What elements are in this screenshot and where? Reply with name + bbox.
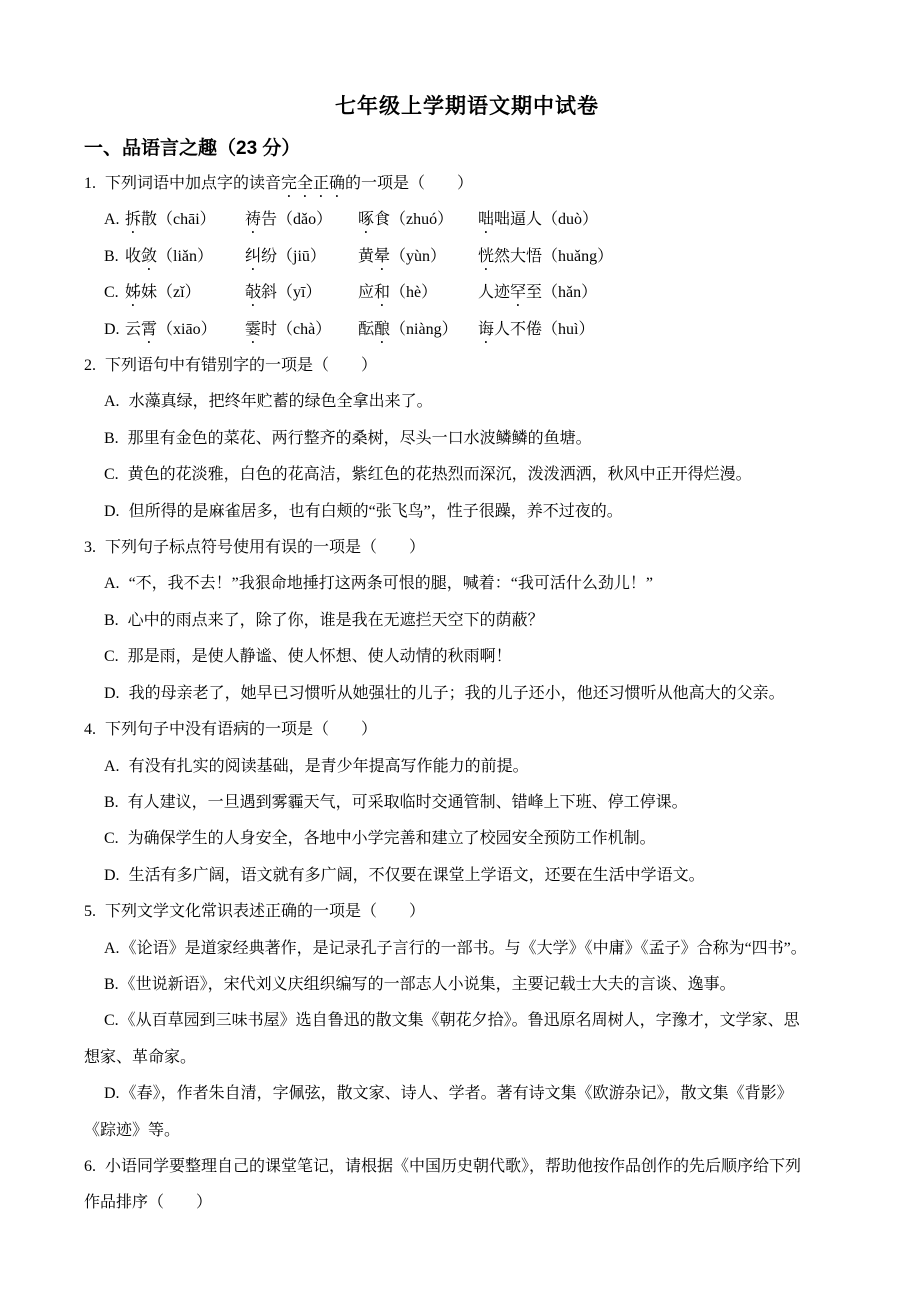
option-word: 祷告（dǎo） — [245, 211, 333, 229]
option-label: C. — [104, 284, 119, 302]
option-text: 《从百草园到三味书屋》选自鲁迅的散文集《朝花夕拾》。鲁迅原名周树人，字豫才，文学家、思 — [119, 1012, 800, 1030]
question-3 — [84, 530, 850, 712]
option-text: 心中的雨点来了，除了你，谁是我在无遮拦天空下的荫蔽？ — [127, 611, 544, 629]
option-word: 收敛（liǎn） — [125, 247, 214, 265]
question-4-option-b — [84, 785, 850, 821]
option-label: B. — [104, 793, 119, 811]
question-2-option-b — [84, 421, 850, 457]
option-label: B. — [104, 429, 119, 447]
question-3-option-b — [84, 603, 850, 639]
question-4-option-c — [84, 821, 850, 857]
question-6-number: 6. — [84, 1157, 96, 1175]
option-word: 拆散（chāi） — [125, 211, 216, 229]
option-word: 云霄（xiāo） — [125, 320, 217, 338]
option-label: A. — [104, 939, 120, 957]
option-word: 啄食（zhuó） — [358, 211, 454, 229]
option-word: 酝酿（niàng） — [358, 320, 458, 338]
option-text: 那里有金色的菜花、两行整齐的桑树，尽头一口水波鳞鳞的鱼塘。 — [127, 429, 592, 447]
option-word: 黄晕（yùn） — [358, 247, 447, 265]
option-word: 姊妹（zǐ） — [125, 284, 201, 302]
question-6 — [84, 1149, 850, 1222]
page-title: 七年级上学期语文期中试卷 — [335, 95, 599, 118]
option-label: A. — [104, 393, 120, 411]
question-1-option-b — [104, 239, 850, 275]
question-3-option-c — [84, 639, 850, 675]
option-label: B. — [104, 975, 119, 993]
option-label: D. — [104, 502, 120, 520]
option-word: 诲人不倦（huì） — [478, 320, 595, 338]
question-5 — [84, 894, 850, 1149]
option-label: C. — [104, 830, 119, 848]
option-label: C. — [104, 648, 119, 666]
question-6-stem-text: 小语同学要整理自己的课堂笔记，请根据《中国历史朝代歌》，帮助他按作品创作的先后顺序给下列 — [105, 1157, 802, 1175]
option-word: 霎时（chà） — [245, 320, 332, 338]
option-text: 黄色的花淡雅，白色的花高洁，紫红色的花热烈而深沉，泼泼洒洒，秋风中正开得烂漫。 — [127, 466, 752, 484]
question-1-stem-text: 下列词语中加点字的读音完全正确的一项是（ ） — [105, 175, 474, 192]
question-1-option-c — [104, 275, 850, 311]
question-2-option-a — [84, 384, 850, 420]
option-text: 有没有扎实的阅读基础，是青少年提高写作能力的前提。 — [128, 757, 529, 775]
option-label: C. — [104, 1012, 119, 1030]
question-1-number: 1. — [84, 175, 96, 192]
question-6-stem — [84, 1149, 850, 1185]
question-3-stem-text: 下列句子标点符号使用有误的一项是（ ） — [105, 539, 426, 557]
question-5-option-d-continued: 《踪迹》等。 — [84, 1121, 181, 1139]
question-3-number: 3. — [84, 539, 96, 557]
question-5-number: 5. — [84, 903, 96, 921]
section-heading: 一、品语言之趣（23 分） — [84, 138, 301, 159]
option-label: D. — [104, 1085, 120, 1103]
option-text: 生活有多广阔，语文就有多广阔，不仅要在课堂上学语文，还要在生活中学语文。 — [128, 866, 705, 884]
question-5-stem-text: 下列文学文化常识表述正确的一项是（ ） — [105, 903, 426, 921]
question-3-stem — [84, 530, 850, 566]
question-2-stem-text: 下列语句中有错别字的一项是（ ） — [105, 357, 378, 375]
option-text: “不，我不去！”我狠命地捶打这两条可恨的腿，喊着：“我可活什么劲儿！” — [128, 575, 653, 593]
question-1 — [84, 166, 850, 348]
option-text: 《世说新语》，宋代刘义庆组织编写的一部志人小说集，主要记载士大夫的言谈、逸事。 — [119, 975, 736, 993]
question-6-stem-continued: 作品排序（ ） — [84, 1194, 213, 1212]
option-word: 敧斜（yī） — [245, 284, 322, 302]
question-2 — [84, 348, 850, 530]
option-text: 那是雨，是使人静谧、使人怀想、使人动情的秋雨啊！ — [127, 648, 512, 666]
question-1-option-a — [104, 202, 850, 238]
option-text: 《论语》是道家经典著作，是记录孔子言行的一部书。与《大学》《中庸》《孟子》合称为“四书”。 — [120, 939, 807, 957]
option-label: A. — [104, 211, 120, 229]
question-5-option-b — [84, 967, 850, 1003]
option-label: A. — [104, 757, 120, 775]
option-word: 咄咄逼人（duò） — [478, 211, 599, 229]
option-label: D. — [104, 684, 120, 702]
question-5-option-c — [84, 1003, 850, 1039]
option-text: 水藻真绿，把终年贮蓄的绿色全拿出来了。 — [128, 393, 433, 411]
option-text: 为确保学生的人身安全，各地中小学完善和建立了校园安全预防工作机制。 — [127, 830, 656, 848]
question-3-option-d — [84, 676, 850, 712]
option-word: 人迹罕至（hǎn） — [478, 284, 598, 302]
option-label: D. — [104, 866, 120, 884]
question-4-option-a — [84, 749, 850, 785]
option-label: C. — [104, 466, 119, 484]
question-5-stem — [84, 894, 850, 930]
question-1-option-d — [104, 312, 850, 348]
option-label: B. — [104, 611, 119, 629]
question-4-option-d — [84, 858, 850, 894]
option-word: 恍然大悟（huǎng） — [478, 247, 614, 265]
question-4-stem-text: 下列句子中没有语病的一项是（ ） — [105, 721, 378, 739]
question-4 — [84, 712, 850, 894]
option-label: D. — [104, 320, 120, 338]
option-text: 《春》，作者朱自清，字佩弦，散文家、诗人、学者。著有诗文集《欧游杂记》，散文集《背影》 — [120, 1085, 793, 1103]
option-word: 应和（hè） — [358, 284, 438, 302]
question-2-option-c — [84, 457, 850, 493]
question-2-option-d — [84, 494, 850, 530]
option-label: B. — [104, 247, 119, 265]
option-text: 但所得的是麻雀居多，也有白颊的“张飞鸟”，性子很躁，养不过夜的。 — [128, 502, 623, 520]
option-text: 有人建议，一旦遇到雾霾天气，可采取临时交通管制、错峰上下班、停工停课。 — [127, 793, 688, 811]
question-4-number: 4. — [84, 721, 96, 739]
question-5-option-d — [84, 1076, 850, 1112]
option-text: 我的母亲老了，她早已习惯听从她强壮的儿子；我的儿子还小，他还习惯听从他高大的父亲。 — [128, 684, 785, 702]
option-label: A. — [104, 575, 120, 593]
question-2-number: 2. — [84, 357, 96, 375]
question-1-stem — [84, 166, 850, 202]
question-2-stem — [84, 348, 850, 384]
question-3-option-a — [84, 566, 850, 602]
question-4-stem — [84, 712, 850, 748]
question-5-option-a — [84, 931, 850, 967]
option-word: 纠纷（jiū） — [245, 247, 326, 265]
question-5-option-c-continued: 想家、革命家。 — [84, 1048, 197, 1066]
